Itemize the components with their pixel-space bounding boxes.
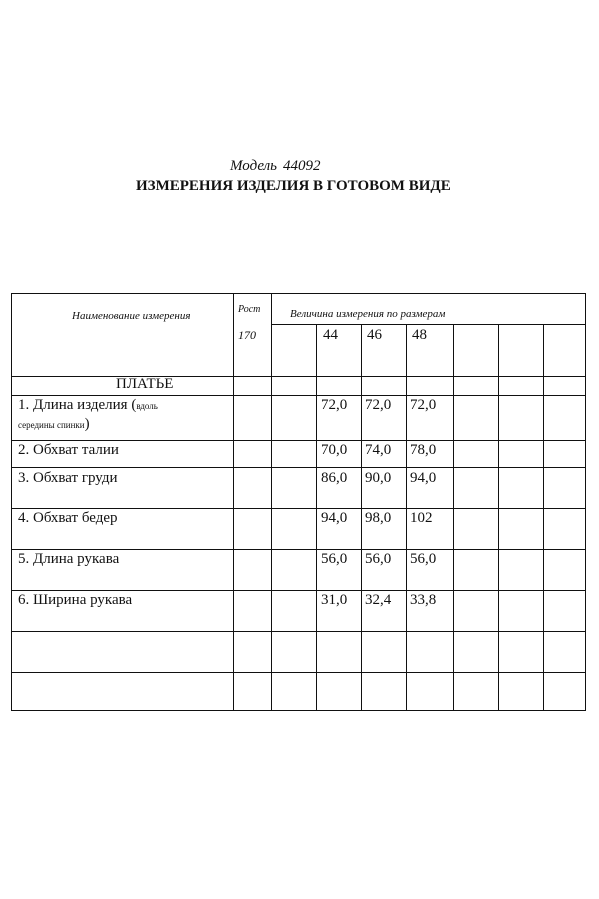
size-44: 44 (323, 327, 338, 343)
row-5-val-48: 56,0 (410, 551, 437, 567)
row-divider (12, 440, 585, 441)
row-3-val-46: 90,0 (365, 470, 392, 486)
row-divider (12, 467, 585, 468)
height-value: 170 (238, 328, 256, 342)
row-1-val-44: 72,0 (321, 397, 348, 413)
model-label: Модель (230, 158, 278, 174)
row-divider (12, 376, 585, 377)
measurement-table (11, 293, 586, 711)
row-3-val-48: 94,0 (410, 470, 437, 486)
row-1-name: 1. Длина изделия (вдоль (18, 397, 158, 413)
row-2-name: 2. Обхват талии (18, 442, 119, 458)
row-5-val-44: 56,0 (321, 551, 348, 567)
row-3-val-44: 86,0 (321, 470, 348, 486)
sizes-header-divider (271, 324, 585, 325)
row-2-val-44: 70,0 (321, 442, 348, 458)
model-number: 44092 (283, 158, 321, 174)
row-3-name: 3. Обхват груди (18, 470, 118, 486)
row-divider (12, 508, 585, 509)
col-height-header: Рост (238, 304, 261, 315)
row-2-val-46: 74,0 (365, 442, 392, 458)
size-46: 46 (367, 327, 382, 343)
col-name-header: Наименование измерения (72, 310, 191, 322)
row-6-val-48: 33,8 (410, 592, 437, 608)
row-6-val-44: 31,0 (321, 592, 348, 608)
row-5-name: 5. Длина рукава (18, 551, 120, 567)
row-divider (12, 549, 585, 550)
col-divider (233, 294, 234, 710)
model-line (230, 158, 321, 175)
col-sizes-header: Величина измерения по размерам (290, 308, 446, 320)
col-divider (316, 324, 317, 710)
row-4-name: 4. Обхват бедер (18, 510, 118, 526)
size-48: 48 (412, 327, 427, 343)
section-label: ПЛАТЬЕ (116, 376, 174, 392)
page-title: ИЗМЕРЕНИЯ ИЗДЕЛИЯ В ГОТОВОМ ВИДЕ (136, 178, 451, 194)
row-divider (12, 631, 585, 632)
row-1-name-line2: середины спинки) (18, 416, 90, 432)
row-6-name: 6. Ширина рукава (18, 592, 133, 608)
row-5-val-46: 56,0 (365, 551, 392, 567)
row-divider (12, 590, 585, 591)
col-divider (406, 324, 407, 710)
col-divider (271, 294, 272, 710)
col-divider (498, 324, 499, 710)
row-1-val-48: 72,0 (410, 397, 437, 413)
col-divider (543, 324, 544, 710)
col-divider (361, 324, 362, 710)
row-4-val-48: 102 (410, 510, 433, 526)
row-6-val-46: 32,4 (365, 592, 392, 608)
row-2-val-48: 78,0 (410, 442, 437, 458)
row-4-val-44: 94,0 (321, 510, 348, 526)
row-1-val-46: 72,0 (365, 397, 392, 413)
row-divider (12, 395, 585, 396)
col-divider (453, 324, 454, 710)
row-divider (12, 672, 585, 673)
row-4-val-46: 98,0 (365, 510, 392, 526)
